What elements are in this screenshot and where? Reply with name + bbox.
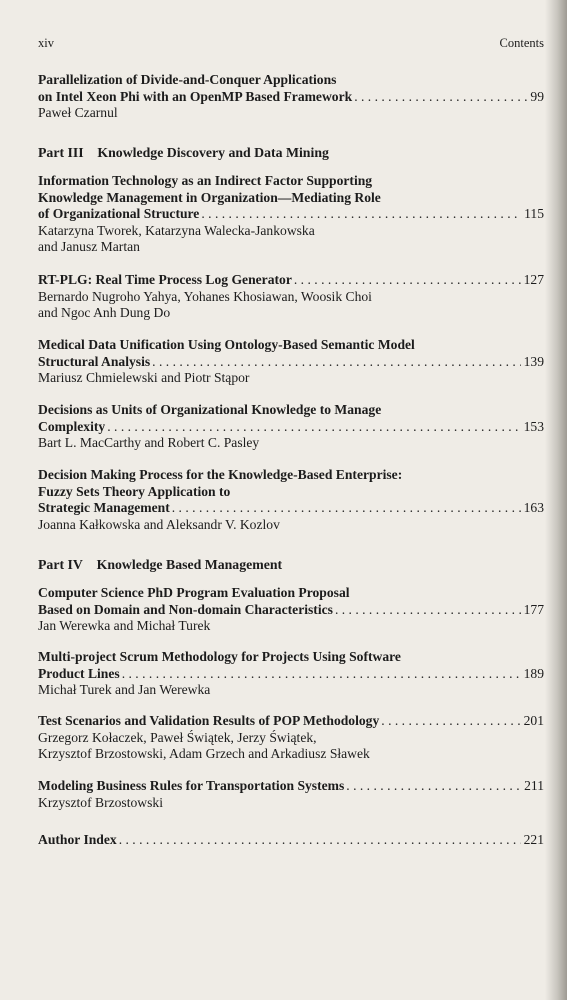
- entry-title-line: of Organizational Structure: [38, 206, 200, 222]
- toc-entry[interactable]: [38, 272, 544, 322]
- entry-title-line: Parallelization of Divide-and-Conquer Applications: [38, 72, 337, 87]
- entry-authors: Michał Turek and Jan Werewka: [38, 682, 211, 698]
- entry-title-last-line: [38, 602, 544, 619]
- dot-leader: [172, 500, 521, 517]
- dot-leader: [201, 206, 521, 223]
- entry-authors: Paweł Czarnul: [38, 105, 118, 121]
- dot-leader: [107, 419, 520, 436]
- entry-title-line: Fuzzy Sets Theory Application to: [38, 483, 231, 499]
- entry-title-line: Complexity: [38, 418, 106, 434]
- entry-page-number: 211: [524, 778, 544, 793]
- entry-title-line: Product Lines: [38, 665, 120, 681]
- entry-title-last-line: [38, 666, 544, 683]
- entry-title-line: RT-PLG: Real Time Process Log Generator: [38, 272, 292, 287]
- entry-title-line: Information Technology as an Indirect Factor Supporting: [38, 173, 373, 188]
- entry-title-line: Strategic Management: [38, 500, 170, 516]
- part-title: Knowledge Based Management: [96, 557, 283, 572]
- dot-leader: [335, 602, 521, 619]
- entry-authors: Bernardo Nugroho Yahya, Yohanes Khosiawan, Woosik Choi: [38, 288, 372, 304]
- entry-title-line: Structural Analysis: [38, 353, 151, 369]
- entry-title-last-line: [38, 272, 544, 289]
- part-label: Part IV: [38, 557, 83, 572]
- entry-authors: Mariusz Chmielewski and Piotr Stąpor: [38, 370, 250, 386]
- entry-authors: Jan Werewka and Michał Turek: [38, 618, 211, 634]
- page-number: xiv: [38, 36, 54, 50]
- entry-title-line: Decision Making Process for the Knowledge-Based Enterprise:: [38, 467, 403, 482]
- entry-title-line: Computer Science PhD Program Evaluation Proposal: [38, 585, 350, 600]
- page-edge-shadow: [545, 0, 567, 1000]
- entry-title-last-line: [38, 778, 544, 795]
- entry-title-line: Based on Domain and Non-domain Characteristics: [38, 601, 333, 617]
- entry-page-number: 153: [523, 418, 544, 434]
- entry-authors: Joanna Kałkowska and Aleksandr V. Kozlov: [38, 516, 280, 532]
- toc-entry[interactable]: [38, 467, 544, 533]
- toc-entry[interactable]: [38, 173, 544, 256]
- entry-page-number: 99: [530, 88, 544, 104]
- dot-leader: [381, 713, 520, 730]
- part-title: Knowledge Discovery and Data Mining: [97, 145, 329, 160]
- running-header: [38, 36, 544, 52]
- entry-page-number: 163: [523, 500, 544, 516]
- part-label: Part III: [38, 145, 84, 160]
- toc-entry[interactable]: [38, 337, 544, 387]
- entry-page-number: 201: [523, 713, 544, 728]
- entry-page-number: 189: [523, 665, 544, 681]
- entry-authors: and Ngoc Anh Dung Do: [38, 305, 171, 321]
- dot-leader: [354, 89, 527, 106]
- toc-entry[interactable]: [38, 402, 544, 452]
- entry-title-last-line: [38, 832, 544, 849]
- entry-authors: Grzegorz Kołaczek, Paweł Świątek, Jerzy Świątek,: [38, 729, 317, 745]
- entry-title-last-line: [38, 206, 544, 223]
- toc-entry-author-index[interactable]: [38, 832, 544, 849]
- entry-page-number: 127: [523, 272, 544, 287]
- entry-page-number: 115: [524, 206, 544, 222]
- dot-leader: [119, 832, 521, 849]
- dot-leader: [152, 354, 520, 371]
- dot-leader: [294, 272, 521, 289]
- entry-title-line: Author Index: [38, 832, 117, 847]
- toc-entry[interactable]: [38, 778, 544, 811]
- entry-page-number: 139: [523, 353, 544, 369]
- toc-entry[interactable]: [38, 72, 544, 122]
- entry-title-last-line: [38, 354, 544, 371]
- entry-title-line: Decisions as Units of Organizational Knowledge to Manage: [38, 402, 382, 417]
- entry-title-last-line: [38, 89, 544, 106]
- entry-authors: Krzysztof Brzostowski, Adam Grzech and Arkadiusz Sławek: [38, 746, 370, 762]
- entry-title-line: Test Scenarios and Validation Results of POP Methodology: [38, 713, 380, 728]
- entry-authors: Bart L. MacCarthy and Robert C. Pasley: [38, 435, 260, 451]
- toc-entry[interactable]: [38, 649, 544, 699]
- entry-page-number: 177: [523, 601, 544, 617]
- toc-entry[interactable]: [38, 713, 544, 763]
- entry-title-line: Knowledge Management in Organization—Mediating Role: [38, 189, 381, 205]
- part-heading: [38, 557, 282, 573]
- entry-authors: Katarzyna Tworek, Katarzyna Walecka-Jankowska: [38, 222, 315, 238]
- entry-title-line: Modeling Business Rules for Transportation Systems: [38, 778, 345, 793]
- entry-authors: and Janusz Martan: [38, 239, 140, 255]
- entry-authors: Krzysztof Brzostowski: [38, 794, 163, 810]
- running-head: Contents: [499, 36, 544, 50]
- part-heading: [38, 145, 329, 161]
- entry-title-line: Multi-project Scrum Methodology for Projects Using Software: [38, 649, 401, 664]
- dot-leader: [122, 666, 521, 683]
- entry-title-last-line: [38, 713, 544, 730]
- toc-entry[interactable]: [38, 585, 544, 635]
- entry-title-last-line: [38, 419, 544, 436]
- dot-leader: [346, 778, 521, 795]
- entry-title-last-line: [38, 500, 544, 517]
- entry-page-number: 221: [523, 832, 544, 847]
- entry-title-line: Medical Data Unification Using Ontology-Based Semantic Model: [38, 337, 415, 352]
- entry-title-line: on Intel Xeon Phi with an OpenMP Based Framework: [38, 88, 353, 104]
